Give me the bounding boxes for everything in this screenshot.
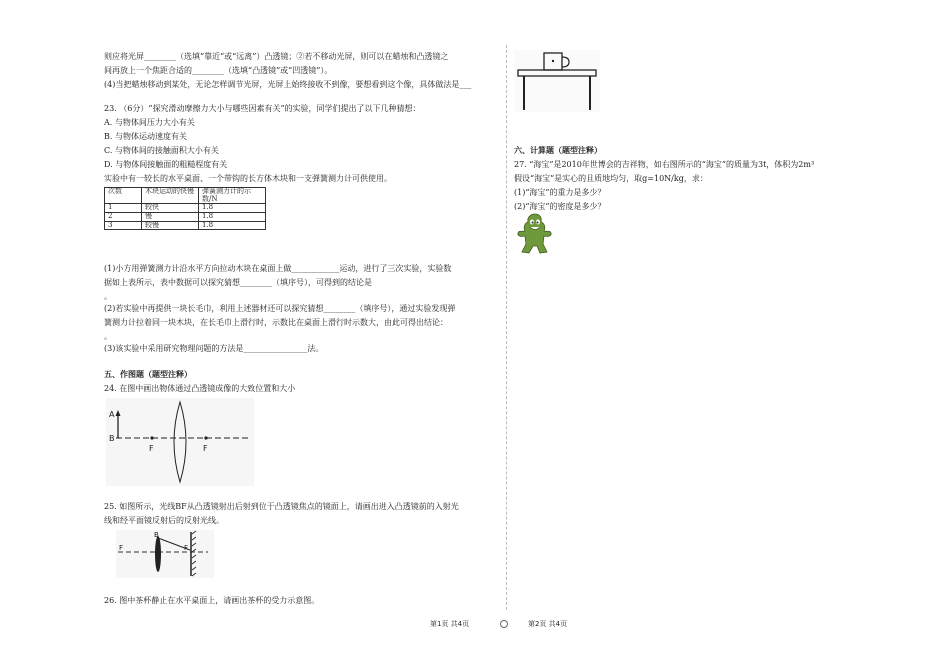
table-cell: 2 — [105, 213, 142, 222]
table-row — [105, 204, 266, 213]
lens-mirror-diagram — [116, 530, 214, 578]
center-of-gravity-dot — [552, 60, 554, 62]
section-5-title: 五、作图题（题型注释） — [104, 370, 192, 379]
page-number-right: 第2页 共4页 — [528, 620, 568, 628]
label-b: B — [154, 531, 159, 539]
convex-lens-diagram — [106, 398, 254, 486]
experiment-table — [104, 187, 266, 230]
table-cell: 较慢 — [142, 221, 199, 230]
table-header-cell: 木块运动的快慢 — [142, 188, 199, 204]
page-number-left: 第1页 共4页 — [430, 620, 470, 628]
q23-option-d: D. 与物体间接触面的粗糙程度有关 — [104, 160, 228, 169]
table-cell: 1.8 — [199, 213, 266, 222]
table-cell: 1.8 — [199, 221, 266, 230]
section-6-title: 六、计算题（题型注释） — [514, 146, 602, 155]
table-header-cell: 次数 — [105, 188, 142, 204]
q23-part2-line-3: 。 — [104, 332, 112, 341]
label-f-right: F — [203, 444, 208, 453]
table-header-row — [105, 188, 266, 204]
table-row — [105, 221, 266, 230]
lens-shape — [155, 536, 161, 572]
focal-point-left — [150, 436, 153, 439]
q23-part3: (3)该实验中采用研究物理问题的方法是________________法。 — [104, 344, 324, 353]
page-separator-circle — [500, 620, 508, 628]
table-cell: 较快 — [142, 204, 199, 213]
q26-text: 26. 图中茶杯静止在水平桌面上，请画出茶杯的受力示意图。 — [104, 596, 320, 605]
q23-part1-line-3: 。 — [104, 292, 112, 301]
label-a: A — [109, 410, 115, 419]
label-f-left: F — [119, 544, 124, 552]
q22-text-line-3: (4)当把蜡烛移动到某处，无论怎样调节光屏，光屏上始终接收不到像，要想看到这个像，具体做法是___ — [104, 80, 472, 89]
table-header-cell: 弹簧测力计的示数/N — [199, 188, 266, 204]
table-cell: 3 — [105, 221, 142, 230]
q22-text-line-1: 则应将光屏________（选填“靠近”或“远离”）凸透镜；②若不移动光屏，则可以在蜡烛和凸透镜之 — [104, 52, 449, 61]
q23-part1-line-2: 据如上表所示，表中数据可以探究猜想________（填序号），可得到的结论是 — [104, 278, 372, 287]
table-cell: 慢 — [142, 213, 199, 222]
q23-part2-line-2: 簧测力计拉着同一块木块，在长毛巾上滑行时，示数比在桌面上滑行时示数大，由此可得出结论： — [104, 318, 448, 327]
q23-materials: 实验中有一较长的水平桌面、一个带钩的长方体木块和一支弹簧测力计可供使用。 — [104, 174, 392, 183]
q23-part2-line-1: (2)若实验中再提供一块长毛巾，利用上述器材还可以探究猜想________（填序号），通过实验发现弹 — [104, 304, 456, 313]
focal-point-right — [204, 436, 207, 439]
q24-text: 24. 在图中画出物体通过凸透镜成像的大致位置和大小 — [104, 384, 296, 393]
q23-stem: 23. （6分）“探究滑动摩擦力大小与哪些因素有关”的实验，同学们提出了以下几种猜想： — [104, 104, 421, 113]
q23-option-a: A. 与物体间压力大小有关 — [104, 118, 195, 127]
table-row — [105, 213, 266, 222]
q23-option-b: B. 与物体运动速度有关 — [104, 132, 187, 141]
q23-option-c: C. 与物体间的接触面积大小有关 — [104, 146, 219, 155]
label-b: B — [109, 434, 115, 443]
q27-text-line-2: 假设“海宝”是实心的且质地均匀，取g=10N/kg，求： — [514, 174, 708, 183]
q22-text-line-2: 间再放上一个焦距合适的________（选填“凸透镜”或“凹透镜”）。 — [104, 66, 333, 75]
label-f-right: F — [184, 544, 189, 552]
q25-text-line-2: 线和经平面镜反射后的反射光线。 — [104, 516, 224, 525]
table-cell: 1 — [105, 204, 142, 213]
teacup-table-diagram — [514, 50, 600, 112]
q27-part1: (1)“海宝”的重力是多少？ — [514, 188, 606, 197]
q27-text-line-1: 27. “海宝”是2010年世博会的吉祥物，如右图所示的“海宝”的质量为3t，体积为2m³ — [514, 160, 815, 169]
column-divider — [506, 45, 507, 610]
haibao-mascot-image — [516, 212, 554, 256]
label-f-left: F — [149, 444, 154, 453]
table-cell: 1.8 — [199, 204, 266, 213]
q27-part2: (2)“海宝”的密度是多少？ — [514, 202, 606, 211]
q23-part1-line-1: (1)小方用弹簧测力计沿水平方向拉动木块在桌面上做____________运动，进行了三次实验，实验数 — [104, 264, 452, 273]
q25-text-line-1: 25. 如图所示，光线BF从凸透镜射出后射到位于凸透镜焦点的镜面上，请画出进入凸透镜前的入射光 — [104, 502, 459, 511]
